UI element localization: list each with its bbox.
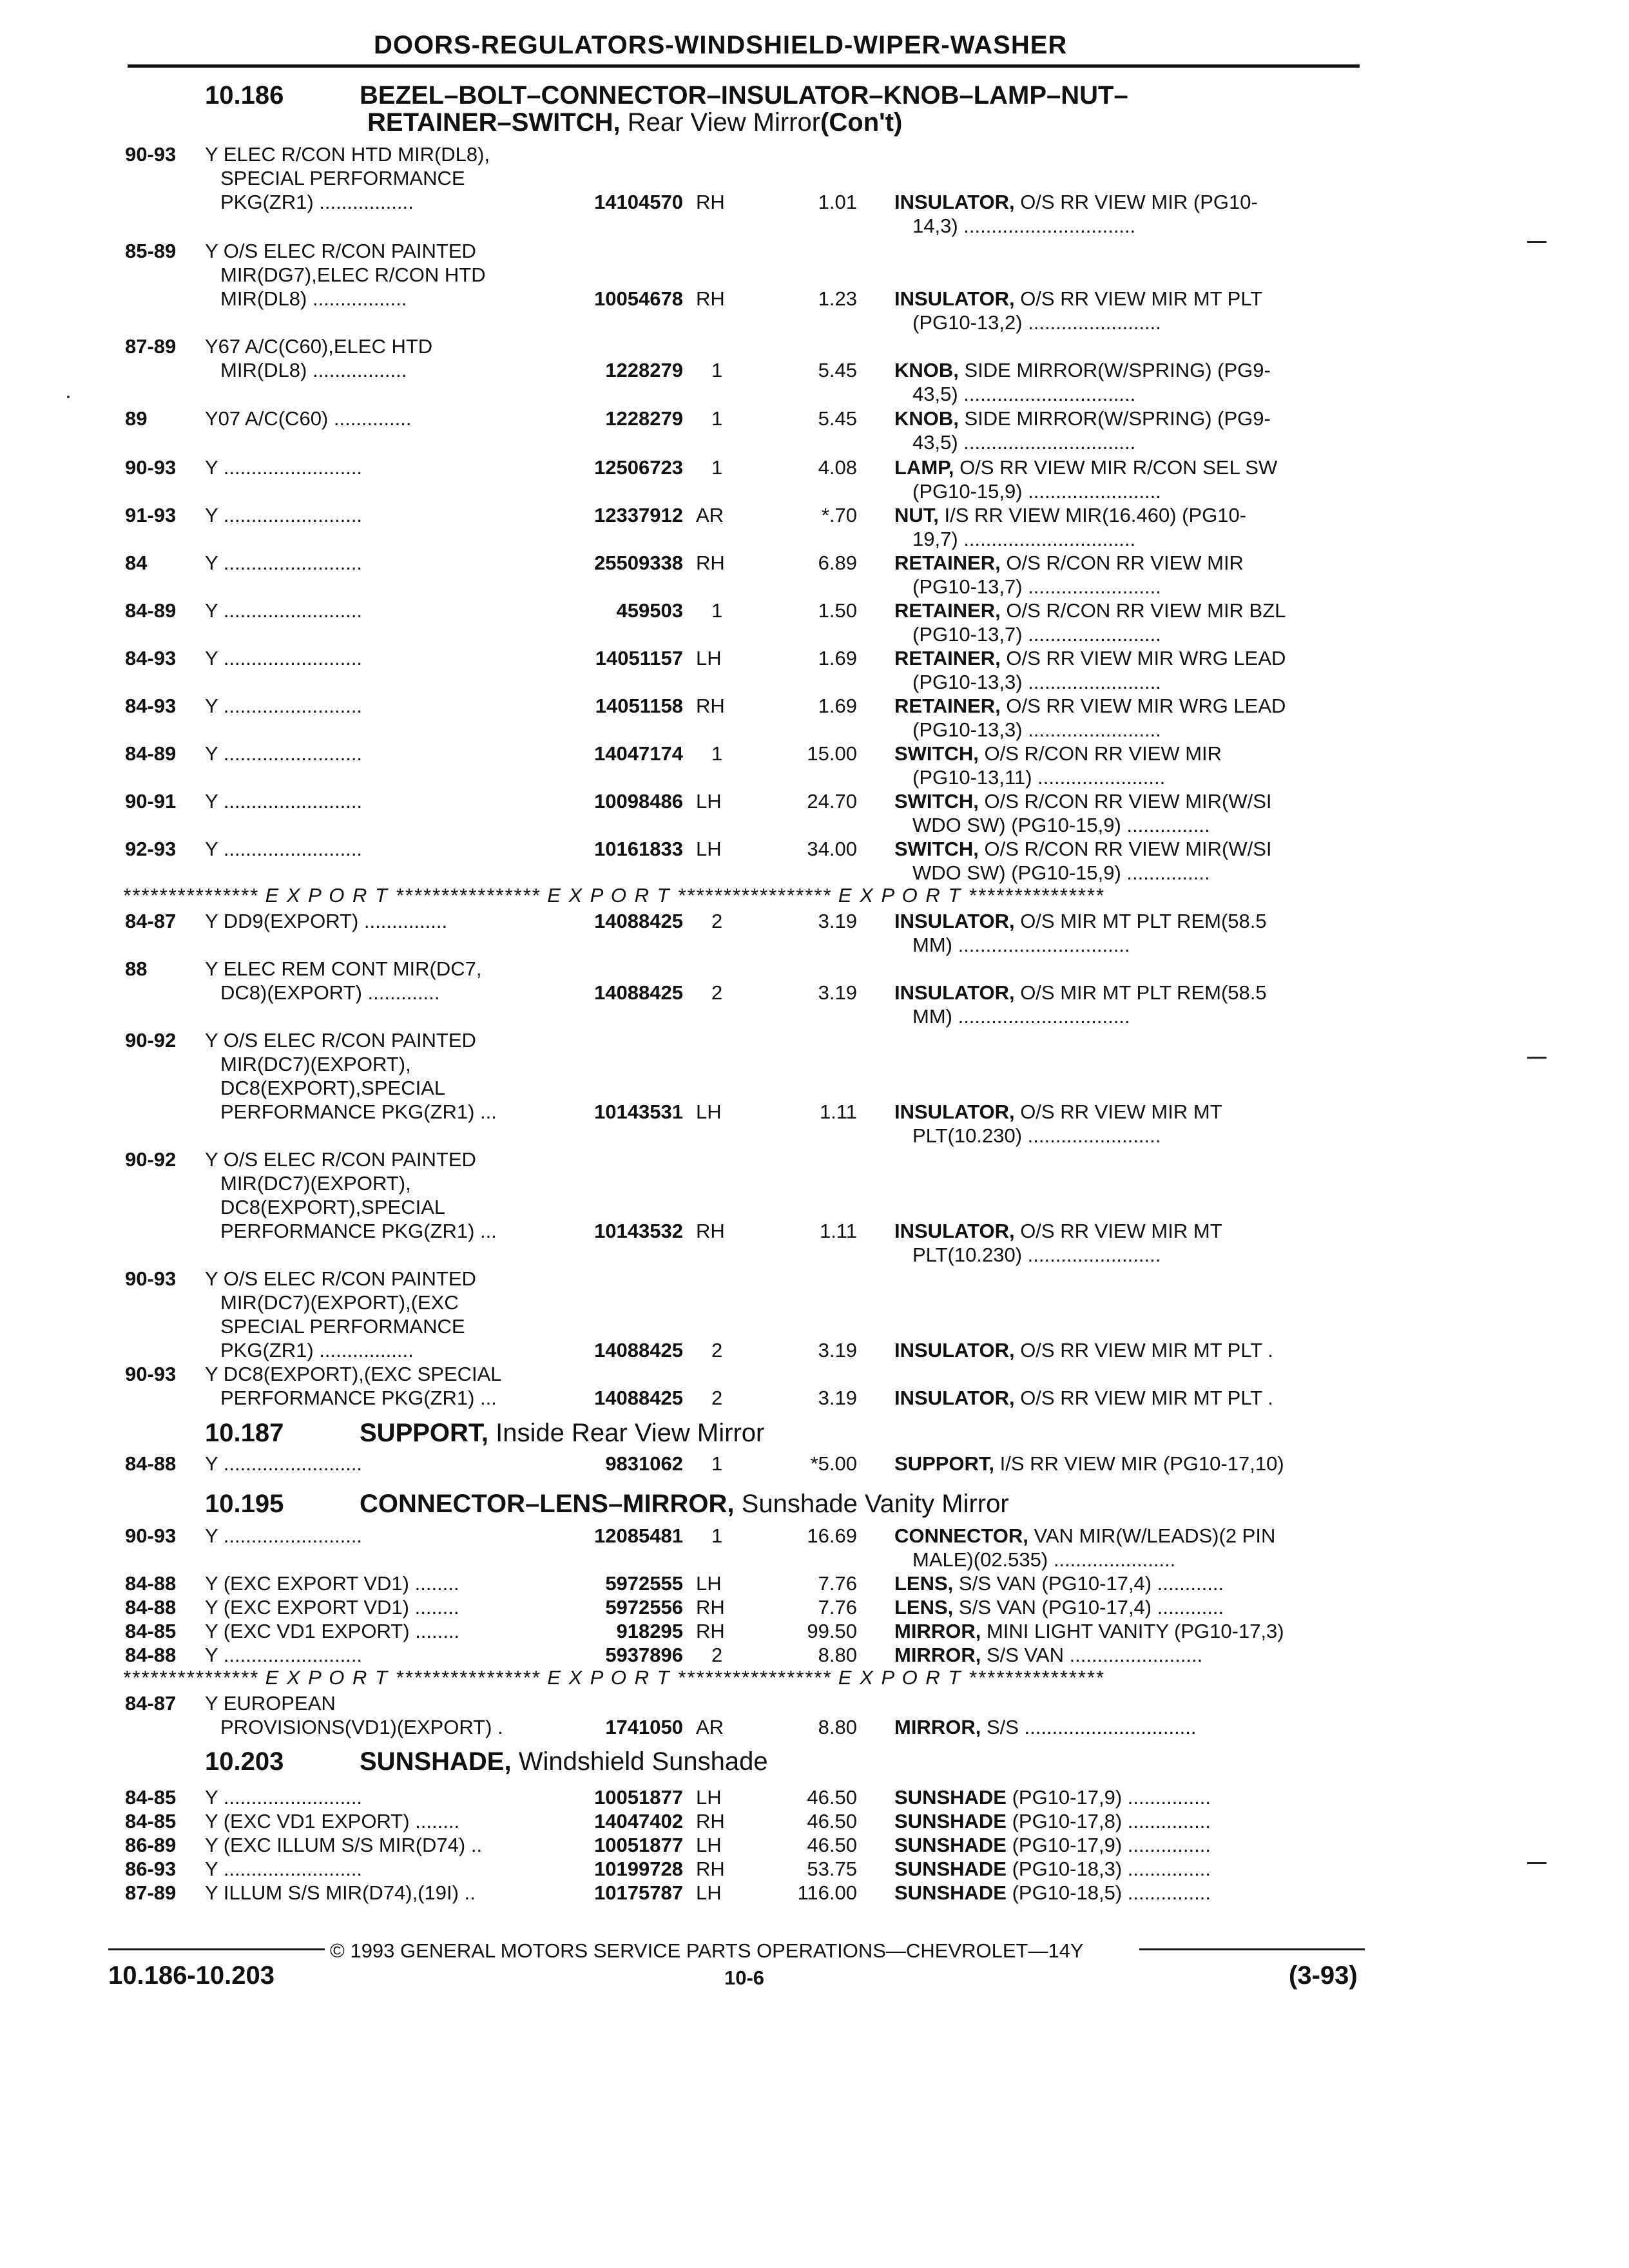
row-year: 84-87 [125, 910, 177, 932]
quantity: LH [696, 1572, 722, 1595]
row-year: 91-93 [125, 504, 177, 526]
price: 24.70 [807, 790, 857, 812]
quantity: 1 [711, 1452, 723, 1475]
quantity: 1 [711, 742, 723, 765]
row-desc: Y O/S ELEC R/CON PAINTED [205, 1267, 476, 1290]
part-name-cont: (PG10-15,9) ........................ [912, 480, 1161, 503]
part-number: 1741050 [605, 1716, 683, 1738]
row-desc: DC8(EXPORT),SPECIAL [220, 1196, 446, 1218]
quantity: 1 [711, 407, 723, 430]
row-year: 88 [125, 957, 148, 980]
quantity: LH [696, 838, 722, 860]
section-number: 10.203 [205, 1747, 284, 1776]
part-name: LENS, S/S VAN (PG10-17,4) ............ [894, 1572, 1224, 1595]
part-name: RETAINER, O/S RR VIEW MIR WRG LEAD [894, 695, 1286, 717]
row-desc: Y ......................... [205, 742, 363, 765]
part-name-cont: (PG10-13,7) ........................ [912, 575, 1161, 598]
footer-date: (3-93) [1289, 1961, 1358, 1990]
margin-mark [1527, 241, 1547, 243]
quantity: 1 [711, 359, 723, 381]
quantity: 2 [711, 1387, 723, 1409]
part-name-cont: (PG10-13,7) ........................ [912, 623, 1161, 646]
row-desc: Y O/S ELEC R/CON PAINTED [205, 1148, 476, 1171]
price: 53.75 [807, 1858, 857, 1880]
export-banner: *************** E X P O R T **************** E X P O R T ***************** E X P O R T *************** [122, 885, 1104, 905]
part-name: MIRROR, S/S VAN ........................ [894, 1644, 1203, 1666]
row-year: 84-89 [125, 742, 177, 765]
part-number: 14088425 [594, 1387, 683, 1409]
part-name-cont: MM) ............................... [912, 1005, 1130, 1028]
row-desc: Y ......................... [205, 1452, 363, 1475]
part-name: INSULATOR, O/S RR VIEW MIR MT [894, 1220, 1222, 1242]
part-name: RETAINER, O/S RR VIEW MIR WRG LEAD [894, 647, 1286, 669]
part-name: SWITCH, O/S R/CON RR VIEW MIR(W/SI [894, 790, 1272, 812]
section-number: 10.187 [205, 1419, 284, 1447]
quantity: 1 [711, 456, 723, 479]
row-desc: Y ......................... [205, 552, 363, 574]
quantity: RH [696, 552, 725, 574]
section-title-bold: SUNSHADE, [360, 1747, 512, 1776]
row-year: 84-85 [125, 1810, 177, 1832]
row-year: 84-88 [125, 1572, 177, 1595]
footer-page-number: 10-6 [724, 1966, 765, 1989]
quantity: LH [696, 647, 722, 669]
footer-section-range: 10.186-10.203 [108, 1961, 275, 1990]
row-year: 92-93 [125, 838, 177, 860]
row-desc: MIR(DL8) ................. [220, 359, 407, 381]
part-number: 14104570 [594, 191, 683, 213]
part-name: LENS, S/S VAN (PG10-17,4) ............ [894, 1596, 1224, 1619]
row-year: 84 [125, 552, 148, 574]
quantity: LH [696, 1786, 722, 1809]
row-year: 90-93 [125, 456, 177, 479]
part-name-cont: PLT(10.230) ........................ [912, 1124, 1161, 1147]
price: 46.50 [807, 1834, 857, 1856]
section-title-line1: BEZEL–BOLT–CONNECTOR–INSULATOR–KNOB–LAMP–NUT– [360, 81, 1128, 110]
row-desc: Y (EXC EXPORT VD1) ........ [205, 1596, 459, 1619]
price: 1.23 [818, 287, 857, 310]
price: 15.00 [807, 742, 857, 765]
row-desc: Y ELEC REM CONT MIR(DC7, [205, 957, 482, 980]
part-name-cont: 19,7) ............................... [912, 528, 1136, 550]
row-year: 84-88 [125, 1452, 177, 1475]
row-desc: MIR(DG7),ELEC R/CON HTD [220, 264, 486, 286]
part-number: 5937896 [605, 1644, 683, 1666]
price: 46.50 [807, 1810, 857, 1832]
quantity: LH [696, 790, 722, 812]
part-number: 10051877 [594, 1834, 683, 1856]
export-banner: *************** E X P O R T **************** E X P O R T ***************** E X P O R T *************** [122, 1667, 1104, 1687]
part-name: SWITCH, O/S R/CON RR VIEW MIR [894, 742, 1222, 765]
quantity: 2 [711, 910, 723, 932]
part-number: 10054678 [594, 287, 683, 310]
part-name: LAMP, O/S RR VIEW MIR R/CON SEL SW [894, 456, 1278, 479]
price: 99.50 [807, 1620, 857, 1642]
part-name: SUPPORT, I/S RR VIEW MIR (PG10-17,10) [894, 1452, 1284, 1475]
part-name: RETAINER, O/S R/CON RR VIEW MIR [894, 552, 1244, 574]
part-number: 10175787 [594, 1881, 683, 1904]
row-year: 90-92 [125, 1029, 177, 1052]
quantity: AR [696, 504, 724, 526]
price: 116.00 [797, 1881, 857, 1904]
price: *5.00 [810, 1452, 857, 1475]
part-number: 14088425 [594, 1339, 683, 1361]
part-number: 12337912 [594, 504, 683, 526]
part-name-cont: 43,5) ............................... [912, 431, 1136, 454]
price: 7.76 [818, 1572, 857, 1595]
price: 6.89 [818, 552, 857, 574]
part-name: INSULATOR, O/S RR VIEW MIR MT PLT . [894, 1339, 1273, 1361]
row-desc: Y ILLUM S/S MIR(D74),(19I) .. [205, 1881, 476, 1904]
price: 7.76 [818, 1596, 857, 1619]
quantity: RH [696, 695, 725, 717]
quantity: LH [696, 1100, 722, 1123]
section-heading-10-186 [205, 81, 1128, 110]
row-year: 84-93 [125, 647, 177, 669]
price: 5.45 [818, 359, 857, 381]
row-desc: DC8(EXPORT),SPECIAL [220, 1077, 446, 1099]
section-heading-10-195 [205, 1490, 1009, 1519]
part-number: 14088425 [594, 910, 683, 932]
section-title-line2 [367, 108, 902, 137]
row-desc: Y (EXC VD1 EXPORT) ........ [205, 1620, 460, 1642]
part-name: INSULATOR, O/S RR VIEW MIR MT [894, 1100, 1222, 1123]
row-year: 85-89 [125, 240, 177, 262]
continued-label: (Con't) [820, 108, 903, 137]
part-number: 1228279 [605, 407, 683, 430]
row-desc: MIR(DC7)(EXPORT), [220, 1172, 411, 1195]
part-name: INSULATOR, O/S MIR MT PLT REM(58.5 [894, 910, 1267, 932]
part-name: INSULATOR, O/S RR VIEW MIR MT PLT [894, 287, 1263, 310]
part-name: INSULATOR, O/S RR VIEW MIR (PG10- [894, 191, 1258, 213]
row-desc: Y ......................... [205, 647, 363, 669]
row-desc: Y07 A/C(C60) .............. [205, 407, 412, 430]
part-name: CONNECTOR, VAN MIR(W/LEADS)(2 PIN [894, 1524, 1276, 1547]
row-year: 84-87 [125, 1692, 177, 1715]
row-desc: MIR(DL8) ................. [220, 287, 407, 310]
part-number: 14047174 [594, 742, 683, 765]
part-name: INSULATOR, O/S MIR MT PLT REM(58.5 [894, 981, 1267, 1004]
section-title-rest: Sunshade Vanity Mirror [734, 1490, 1009, 1518]
price: 1.69 [818, 695, 857, 717]
part-number: 14088425 [594, 981, 683, 1004]
row-desc: Y O/S ELEC R/CON PAINTED [205, 1029, 476, 1052]
section-title-bold: RETAINER–SWITCH, [367, 108, 621, 137]
page-title: DOORS-REGULATORS-WINDSHIELD-WIPER-WASHER [374, 31, 1068, 59]
row-year: 90-93 [125, 143, 177, 166]
row-year: 90-91 [125, 790, 177, 812]
row-desc: Y (EXC ILLUM S/S MIR(D74) .. [205, 1834, 483, 1856]
row-desc: Y ......................... [205, 1858, 363, 1880]
footer-rule-left [108, 1948, 325, 1950]
price: 8.80 [818, 1716, 857, 1738]
row-year: 87-89 [125, 335, 177, 358]
row-desc: Y DD9(EXPORT) ............... [205, 910, 448, 932]
row-year: 90-93 [125, 1267, 177, 1290]
quantity: 1 [711, 1524, 723, 1547]
part-name-cont: 14,3) ............................... [912, 215, 1136, 237]
row-desc: PKG(ZR1) ................. [220, 191, 414, 213]
quantity: LH [696, 1834, 722, 1856]
part-name: RETAINER, O/S R/CON RR VIEW MIR BZL [894, 599, 1286, 622]
price: 1.11 [819, 1100, 857, 1123]
quantity: 1 [711, 599, 723, 622]
quantity: 2 [711, 1644, 723, 1666]
quantity: RH [696, 287, 725, 310]
header-rule [128, 64, 1360, 68]
row-desc: SPECIAL PERFORMANCE [220, 167, 465, 189]
part-number: 459503 [616, 599, 683, 622]
price: 3.19 [818, 1387, 857, 1409]
row-year: 84-85 [125, 1620, 177, 1642]
row-desc: Y ......................... [205, 695, 363, 717]
part-name-cont: WDO SW) (PG10-15,9) ............... [912, 861, 1210, 884]
row-desc: Y (EXC VD1 EXPORT) ........ [205, 1810, 460, 1832]
quantity: RH [696, 1858, 725, 1880]
part-name-cont: PLT(10.230) ........................ [912, 1244, 1161, 1266]
part-name: SUNSHADE (PG10-17,9) ............... [894, 1834, 1211, 1856]
section-title-rest: Windshield Sunshade [511, 1747, 768, 1776]
price: 8.80 [818, 1644, 857, 1666]
price: 34.00 [807, 838, 857, 860]
row-year: 86-93 [125, 1858, 177, 1880]
section-title-bold: SUPPORT, [360, 1419, 489, 1447]
price: *.70 [821, 504, 857, 526]
part-number: 9831062 [605, 1452, 683, 1475]
row-desc: Y (EXC EXPORT VD1) ........ [205, 1572, 459, 1595]
price: 1.11 [819, 1220, 857, 1242]
part-name: KNOB, SIDE MIRROR(W/SPRING) (PG9- [894, 407, 1271, 430]
row-desc: SPECIAL PERFORMANCE [220, 1315, 465, 1338]
price: 46.50 [807, 1786, 857, 1809]
row-desc: Y ......................... [205, 504, 363, 526]
margin-mark [1527, 1862, 1547, 1864]
price: 1.50 [818, 599, 857, 622]
row-year: 84-89 [125, 599, 177, 622]
part-number: 14047402 [594, 1810, 683, 1832]
part-name-cont: (PG10-13,2) ........................ [912, 311, 1161, 334]
part-name: SUNSHADE (PG10-18,5) ............... [894, 1881, 1211, 1904]
footer-copyright: © 1993 GENERAL MOTORS SERVICE PARTS OPERATIONS—CHEVROLET—14Y [330, 1939, 1084, 1962]
row-desc: PROVISIONS(VD1)(EXPORT) . [220, 1716, 503, 1738]
price: 5.45 [818, 407, 857, 430]
part-number: 10143531 [594, 1100, 683, 1123]
quantity: 2 [711, 1339, 723, 1361]
quantity: RH [696, 1810, 725, 1832]
quantity: RH [696, 1620, 725, 1642]
part-name: SUNSHADE (PG10-18,3) ............... [894, 1858, 1211, 1880]
part-number: 12085481 [594, 1524, 683, 1547]
row-desc: PERFORMANCE PKG(ZR1) ... [220, 1387, 497, 1409]
quantity: RH [696, 1596, 725, 1619]
section-heading-10-187 [205, 1419, 764, 1448]
price: 3.19 [818, 910, 857, 932]
part-name: NUT, I/S RR VIEW MIR(16.460) (PG10- [894, 504, 1247, 526]
row-desc: MIR(DC7)(EXPORT),(EXC [220, 1291, 459, 1314]
part-name-cont: (PG10-13,11) ....................... [912, 766, 1166, 789]
part-number: 10143532 [594, 1220, 683, 1242]
part-name: MIRROR, S/S ............................... [894, 1716, 1197, 1738]
scan-speck [67, 396, 70, 398]
row-year: 84-93 [125, 695, 177, 717]
price: 16.69 [807, 1524, 857, 1547]
row-desc: PKG(ZR1) ................. [220, 1339, 414, 1361]
row-desc: Y ......................... [205, 599, 363, 622]
row-year: 90-93 [125, 1524, 177, 1547]
part-name: SWITCH, O/S R/CON RR VIEW MIR(W/SI [894, 838, 1272, 860]
row-desc: PERFORMANCE PKG(ZR1) ... [220, 1220, 497, 1242]
part-number: 14051158 [595, 695, 683, 717]
margin-mark [1527, 1057, 1547, 1059]
row-desc: Y ......................... [205, 1644, 363, 1666]
row-year: 89 [125, 407, 148, 430]
part-number: 10098486 [594, 790, 683, 812]
section-heading-10-203 [205, 1747, 768, 1776]
part-number: 10161833 [594, 838, 683, 860]
row-desc: Y ......................... [205, 790, 363, 812]
row-desc: PERFORMANCE PKG(ZR1) ... [220, 1100, 497, 1123]
section-title-rest: Rear View Mirror [620, 108, 821, 137]
row-year: 84-88 [125, 1644, 177, 1666]
row-desc: MIR(DC7)(EXPORT), [220, 1053, 411, 1075]
row-year: 90-92 [125, 1148, 177, 1171]
quantity: 2 [711, 981, 723, 1004]
section-title-rest: Inside Rear View Mirror [488, 1419, 765, 1447]
part-number: 1228279 [605, 359, 683, 381]
row-year: 84-85 [125, 1786, 177, 1809]
part-number: 12506723 [594, 456, 683, 479]
row-desc: Y ......................... [205, 838, 363, 860]
row-desc: Y DC8(EXPORT),(EXC SPECIAL [205, 1363, 502, 1385]
row-desc: DC8)(EXPORT) ............. [220, 981, 440, 1004]
part-number: 10051877 [594, 1786, 683, 1809]
row-desc: Y ......................... [205, 456, 363, 479]
part-name-cont: MALE)(02.535) ...................... [912, 1548, 1176, 1571]
part-name-cont: MM) ............................... [912, 934, 1130, 956]
part-name-cont: WDO SW) (PG10-15,9) ............... [912, 814, 1210, 836]
quantity: AR [696, 1716, 724, 1738]
price: 3.19 [818, 981, 857, 1004]
part-number: 14051157 [595, 647, 683, 669]
footer-rule-right [1139, 1948, 1365, 1950]
part-name-cont: (PG10-13,3) ........................ [912, 671, 1161, 693]
row-year: 90-93 [125, 1363, 177, 1385]
row-year: 87-89 [125, 1881, 177, 1904]
price: 1.69 [818, 647, 857, 669]
row-desc: Y ......................... [205, 1524, 363, 1547]
part-number: 5972556 [605, 1596, 683, 1619]
part-number: 5972555 [605, 1572, 683, 1595]
quantity: LH [696, 1881, 722, 1904]
price: 3.19 [818, 1339, 857, 1361]
price: 4.08 [818, 456, 857, 479]
part-name: MIRROR, MINI LIGHT VANITY (PG10-17,3) [894, 1620, 1284, 1642]
part-name-cont: (PG10-13,3) ........................ [912, 718, 1161, 741]
row-year: 86-89 [125, 1834, 177, 1856]
part-number: 918295 [616, 1620, 683, 1642]
part-name-cont: 43,5) ............................... [912, 383, 1136, 405]
row-desc: Y ......................... [205, 1786, 363, 1809]
row-desc: Y EUROPEAN [205, 1692, 336, 1715]
row-desc: Y ELEC R/CON HTD MIR(DL8), [205, 143, 490, 166]
part-number: 25509338 [594, 552, 683, 574]
section-number: 10.195 [205, 1490, 284, 1518]
section-number: 10.186 [205, 81, 284, 110]
quantity: RH [696, 1220, 725, 1242]
part-name: SUNSHADE (PG10-17,9) ............... [894, 1786, 1211, 1809]
part-name: SUNSHADE (PG10-17,8) ............... [894, 1810, 1211, 1832]
row-desc: Y O/S ELEC R/CON PAINTED [205, 240, 476, 262]
quantity: RH [696, 191, 725, 213]
part-number: 10199728 [594, 1858, 683, 1880]
row-year: 84-88 [125, 1596, 177, 1619]
row-desc: Y67 A/C(C60),ELEC HTD [205, 335, 433, 358]
part-name: KNOB, SIDE MIRROR(W/SPRING) (PG9- [894, 359, 1271, 381]
part-name: INSULATOR, O/S RR VIEW MIR MT PLT . [894, 1387, 1273, 1409]
price: 1.01 [818, 191, 857, 213]
section-title-bold: CONNECTOR–LENS–MIRROR, [360, 1490, 735, 1518]
